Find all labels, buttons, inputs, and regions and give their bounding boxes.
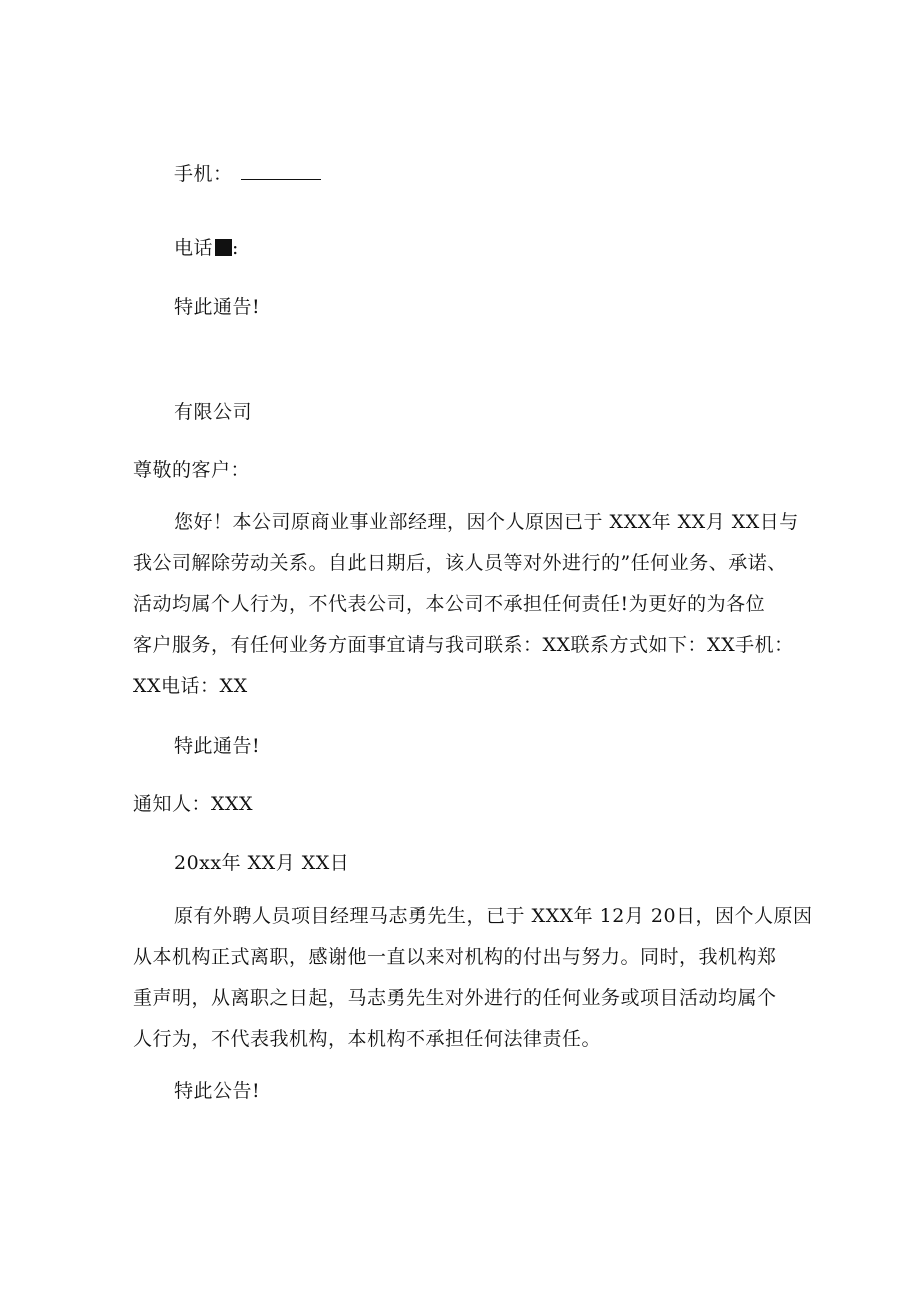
mobile-field	[174, 159, 321, 186]
phone-field	[174, 233, 239, 260]
letter-body	[133, 502, 813, 707]
notice-closing-top: 特此通告!	[174, 296, 261, 318]
phone-label: 电话	[174, 237, 214, 259]
mobile-label: 手机：	[174, 163, 233, 185]
company-name: 有限公司	[174, 401, 253, 423]
announcement-line: 重声明，从离职之日起，马志勇先生对外进行的任何业务或项目活动均属个	[133, 987, 777, 1009]
letter-line: 活动均属个人行为，不代表公司，本公司不承担任何责任!为更好的为各位	[133, 593, 766, 615]
letter-date: 20xx年 XX月 XX日	[174, 852, 350, 874]
letter-line: 我公司解除劳动关系。自此日期后，该人员等对外进行的”任何业务、承诺、	[133, 552, 787, 574]
notifier: 通知人：XXX	[133, 793, 254, 815]
announcement-body	[133, 896, 813, 1060]
letter-line: 您好！本公司原商业事业部经理，因个人原因已于 XXX年 XX月 XX日与	[174, 511, 799, 533]
redaction-block	[215, 239, 232, 256]
phone-colon: :	[232, 237, 239, 259]
letter-line: 客户服务，有任何业务方面事宜请与我司联系：XX联系方式如下：XX手机：	[133, 634, 794, 656]
announcement-line: 从本机构正式离职，感谢他一直以来对机构的付出与努力。同时，我机构郑	[133, 946, 777, 968]
mobile-blank-line	[241, 163, 321, 180]
salutation: 尊敬的客户：	[133, 459, 251, 481]
letter-closing: 特此通告!	[174, 735, 261, 757]
announcement-line: 原有外聘人员项目经理马志勇先生，已于 XXX年 12月 20日，因个人原因	[174, 905, 813, 927]
letter-line: XX电话：XX	[133, 675, 248, 697]
announcement-closing: 特此公告!	[174, 1080, 261, 1102]
announcement-line: 人行为，不代表我机构，本机构不承担任何法律责任。	[133, 1028, 602, 1050]
